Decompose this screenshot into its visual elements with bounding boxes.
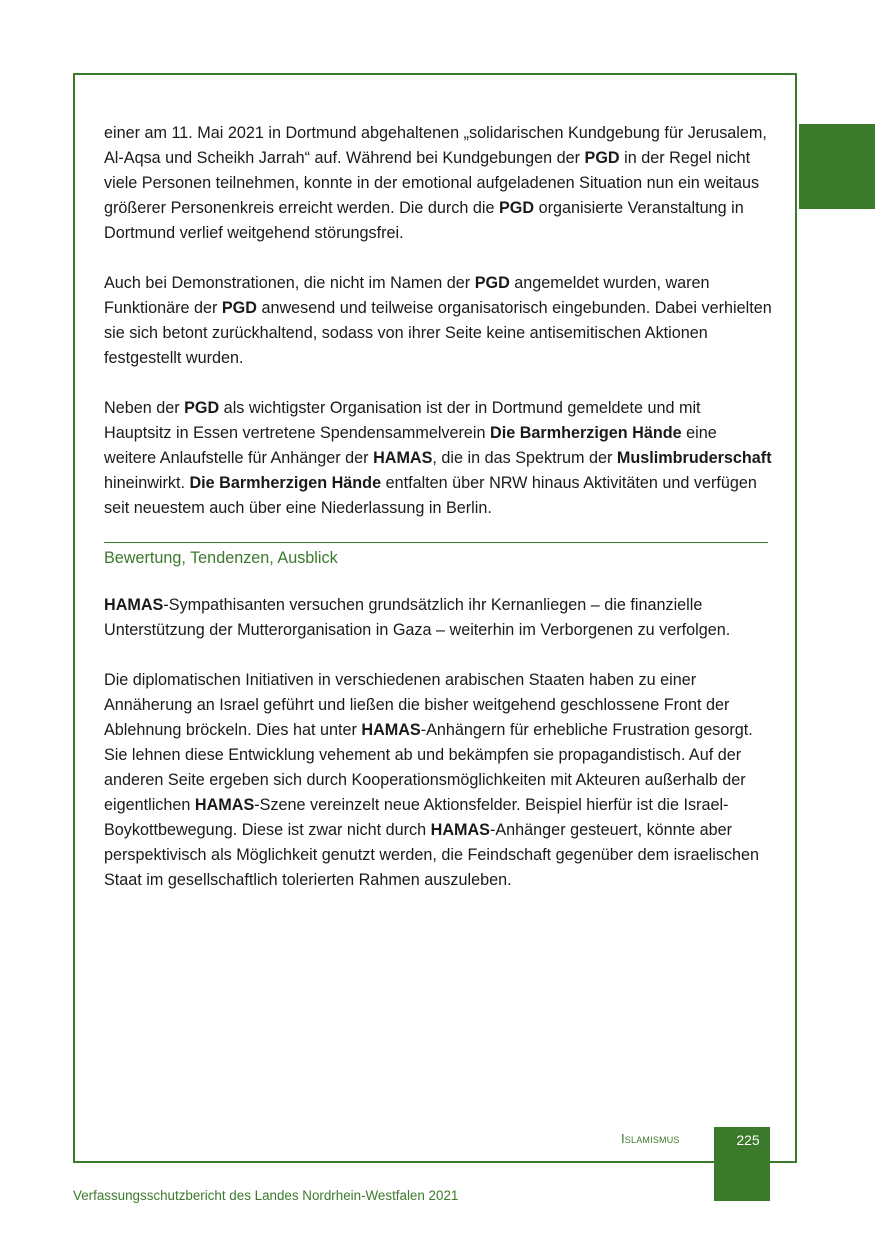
text-run: -Szene vereinzelt neue Aktionsfelder. Beispiel hierfür ist die Israel-Boykottbewegung. Diese ist zwar nicht durch — [104, 796, 729, 839]
page-number-box — [714, 1127, 770, 1201]
chapter-label: Islamismus — [621, 1131, 680, 1146]
bold-term: HAMAS — [194, 796, 255, 814]
bold-term: PGD — [474, 274, 510, 292]
bold-term: HAMAS — [104, 596, 164, 614]
bold-term: HAMAS — [361, 721, 421, 739]
paragraph — [104, 668, 772, 893]
paragraph — [104, 121, 772, 246]
bold-term: PGD — [584, 149, 620, 167]
main-content — [104, 121, 772, 918]
page-number: 225 — [736, 1132, 760, 1148]
bold-term: PGD — [221, 299, 257, 317]
text-run: entfalten über NRW hinaus Aktivitäten und verfügen seit neuestem auch über eine Niederlassung in Berlin. — [104, 474, 757, 517]
bold-term: PGD — [184, 399, 220, 417]
paragraph — [104, 271, 772, 371]
bold-term: Die Barmherzigen Hände — [189, 474, 382, 492]
section-divider — [104, 542, 768, 543]
text-run: anwesend und teilweise organisatorisch eingebunden. Dabei verhielten sie sich betont zurückhaltend, sodass von ihrer Seite keine antisemitischen Aktionen festgestellt wurden. — [104, 299, 772, 367]
chapter-tab-marker — [799, 124, 875, 209]
paragraph — [104, 593, 772, 643]
text-run: Neben der — [104, 399, 185, 417]
text-run: angemeldet wurden, waren Funktionäre der — [104, 274, 710, 317]
paragraph — [104, 396, 772, 521]
text-run: -Anhängern für erhebliche Frustration gesorgt. Sie lehnen diese Entwicklung vehement ab und bekämpfen sie propagandistisch. Auf der anderen Seite ergeben sich durch Kooperationsmöglichkeiten mit Akteuren außerhalb der eigentlichen — [104, 721, 753, 814]
text-run: organisierte Veranstaltung in Dortmund verlief weitgehend störungsfrei. — [104, 199, 744, 242]
text-run: einer am 11. Mai 2021 in Dortmund abgehaltenen „solidarischen Kundgebung für Jerusalem, Al-Aqsa und Scheikh Jarrah“ auf. Während bei Kundgebungen der — [104, 124, 767, 167]
text-run: , die in das Spektrum der — [432, 449, 617, 467]
text-run: eine weitere Anlaufstelle für Anhänger der — [104, 424, 717, 467]
section-heading: Bewertung, Tendenzen, Ausblick — [104, 549, 338, 567]
bold-term: HAMAS — [373, 449, 433, 467]
text-run: -Sympathisanten versuchen grundsätzlich ihr Kernanliegen – die finanzielle Unterstützung der Mutterorganisation in Gaza – weiterhin im Verborgenen zu verfolgen. — [104, 596, 731, 639]
text-run: Auch bei Demonstrationen, die nicht im Namen der — [104, 274, 475, 292]
text-run: als wichtigster Organisation ist der in Dortmund gemeldete und mit Hauptsitz in Essen vertretene Spendensammelverein — [104, 399, 701, 442]
report-title: Verfassungsschutzbericht des Landes Nordrhein-Westfalen 2021 — [73, 1188, 459, 1203]
bold-term: Muslimbruderschaft — [616, 449, 772, 467]
bold-term: HAMAS — [430, 821, 490, 839]
bold-term: PGD — [498, 199, 535, 217]
bold-term: Die Barmherzigen Hände — [490, 424, 682, 442]
text-run: hineinwirkt. — [104, 474, 190, 492]
text-run: in der Regel nicht viele Personen teilnehmen, konnte in der emotional aufgeladenen Situation nun ein weitaus größerer Personenkreis erreicht werden. Die durch die — [104, 149, 760, 217]
text-run: Die diplomatischen Initiativen in verschiedenen arabischen Staaten haben zu einer Annäherung an Israel geführt und ließen die bisher weitgehend geschlossene Front der Ablehnung bröckeln. Dies hat unter — [104, 671, 730, 739]
text-run: -Anhänger gesteuert, könnte aber perspektivisch als Möglichkeit genutzt werden, die Feindschaft gegenüber dem israelischen Staat im gesellschaftlich tolerierten Rahmen auszuleben. — [104, 821, 760, 889]
